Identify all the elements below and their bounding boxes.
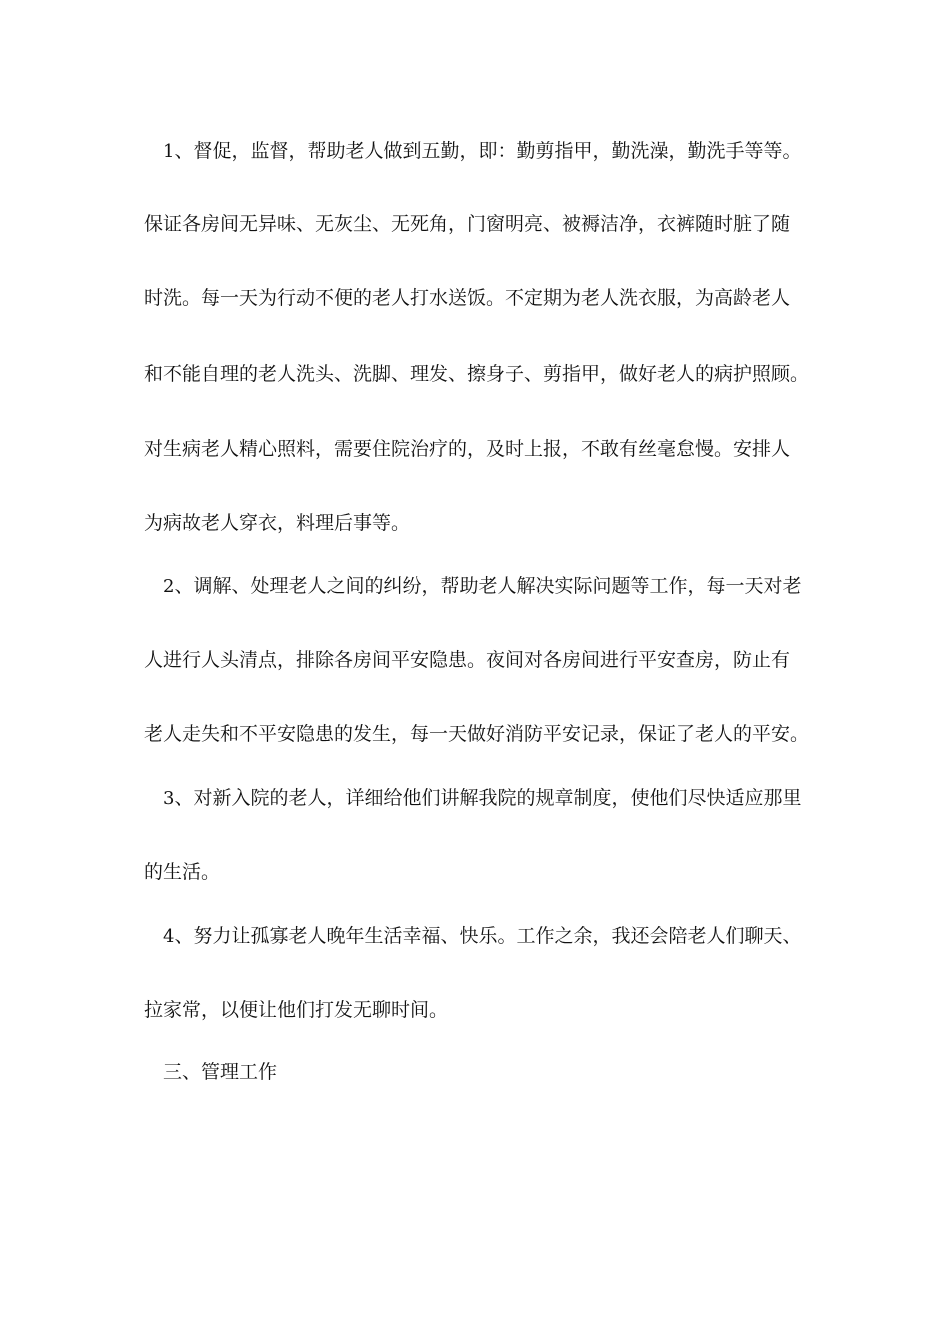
paragraph-2-number: 2 — [163, 576, 175, 597]
paragraph-3-line-1 — [163, 786, 833, 811]
paragraph-4-line-1 — [163, 924, 833, 949]
section-heading: 三、管理工作 — [163, 1061, 278, 1083]
paragraph-4-line-2: 拉家常，以便让他们打发无聊时间。 — [144, 999, 449, 1021]
paragraph-3-number: 3 — [163, 788, 175, 809]
paragraph-1-line-3: 时洗。每一天为行动不便的老人打水送饭。不定期为老人洗衣服，为高龄老人 — [144, 287, 791, 309]
paragraph-4-text: 、努力让孤寡老人晚年生活幸福、快乐。工作之余，我还会陪老人们聊天、 — [174, 925, 802, 947]
paragraph-1-line-5: 对生病老人精心照料，需要住院治疗的，及时上报，不敢有丝毫怠慢。安排人 — [144, 438, 791, 460]
paragraph-1-text: 、督促，监督，帮助老人做到五勤，即：勤剪指甲，勤洗澡，勤洗手等等。 — [174, 140, 802, 162]
paragraph-2-text: 、调解、处理老人之间的纠纷，帮助老人解决实际问题等工作，每一天对老 — [174, 575, 802, 597]
paragraph-3-text: 、对新入院的老人，详细给他们讲解我院的规章制度，使他们尽快适应那里 — [174, 787, 802, 809]
paragraph-1-line-4: 和不能自理的老人洗头、洗脚、理发、擦身子、剪指甲，做好老人的病护照顾。 — [144, 363, 810, 385]
paragraph-3-line-2: 的生活。 — [144, 861, 221, 883]
paragraph-2-line-2: 人进行人头清点，排除各房间平安隐患。夜间对各房间进行平安查房，防止有 — [144, 649, 791, 671]
paragraph-1-number: 1 — [163, 141, 175, 162]
paragraph-1-line-6: 为病故老人穿衣，料理后事等。 — [144, 512, 411, 534]
paragraph-2-line-1 — [163, 574, 833, 599]
paragraph-1-line-1 — [163, 139, 833, 164]
paragraph-4-number: 4 — [163, 926, 175, 947]
paragraph-1-line-2: 保证各房间无异味、无灰尘、无死角，门窗明亮、被褥洁净，衣裤随时脏了随 — [144, 213, 791, 235]
paragraph-2-line-3: 老人走失和不平安隐患的发生，每一天做好消防平安记录，保证了老人的平安。 — [144, 723, 810, 745]
